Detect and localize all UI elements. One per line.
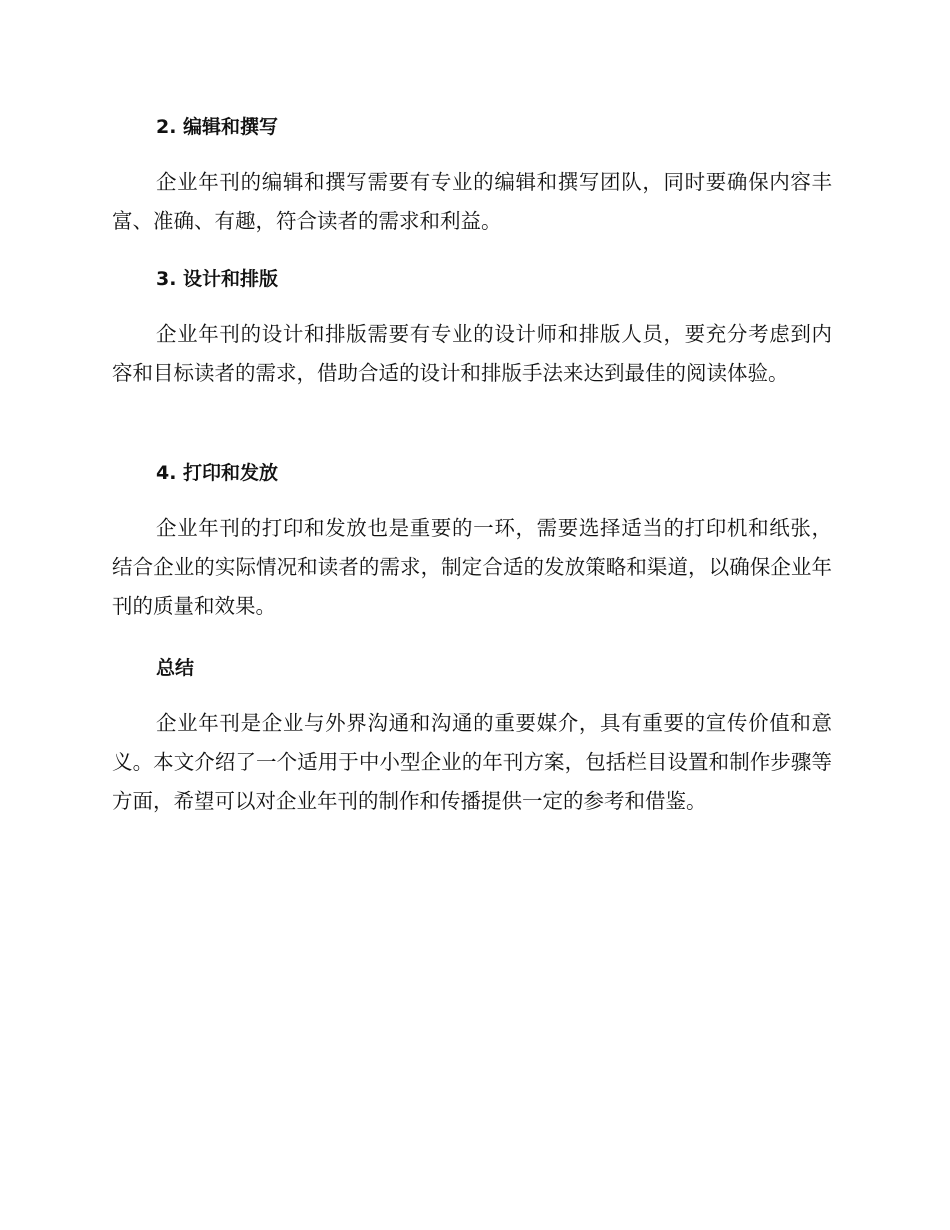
section-heading-editing: 2. 编辑和撰写 <box>156 116 279 138</box>
section-heading-summary: 总结 <box>156 657 195 679</box>
section-paragraph-editing: 企业年刊的编辑和撰写需要有专业的编辑和撰写团队，同时要确保内容丰富、准确、有趣，符合读者的需求和利益。 <box>112 170 832 233</box>
section-paragraph-design: 企业年刊的设计和排版需要有专业的设计师和排版人员，要充分考虑到内容和目标读者的需求，借助合适的设计和排版手法来达到最佳的阅读体验。 <box>112 322 832 385</box>
section-paragraph-summary: 企业年刊是企业与外界沟通和沟通的重要媒介，具有重要的宣传价值和意义。本文介绍了一个适用于中小型企业的年刊方案，包括栏目设置和制作步骤等方面，希望可以对企业年刊的制作和传播提供一定的参考和借鉴。 <box>112 711 832 813</box>
section-heading-design: 3. 设计和排版 <box>156 268 279 290</box>
section-heading-printing: 4. 打印和发放 <box>156 462 279 484</box>
section-paragraph-printing: 企业年刊的打印和发放也是重要的一环，需要选择适当的打印机和纸张，结合企业的实际情况和读者的需求，制定合适的发放策略和渠道，以确保企业年刊的质量和效果。 <box>112 516 832 618</box>
